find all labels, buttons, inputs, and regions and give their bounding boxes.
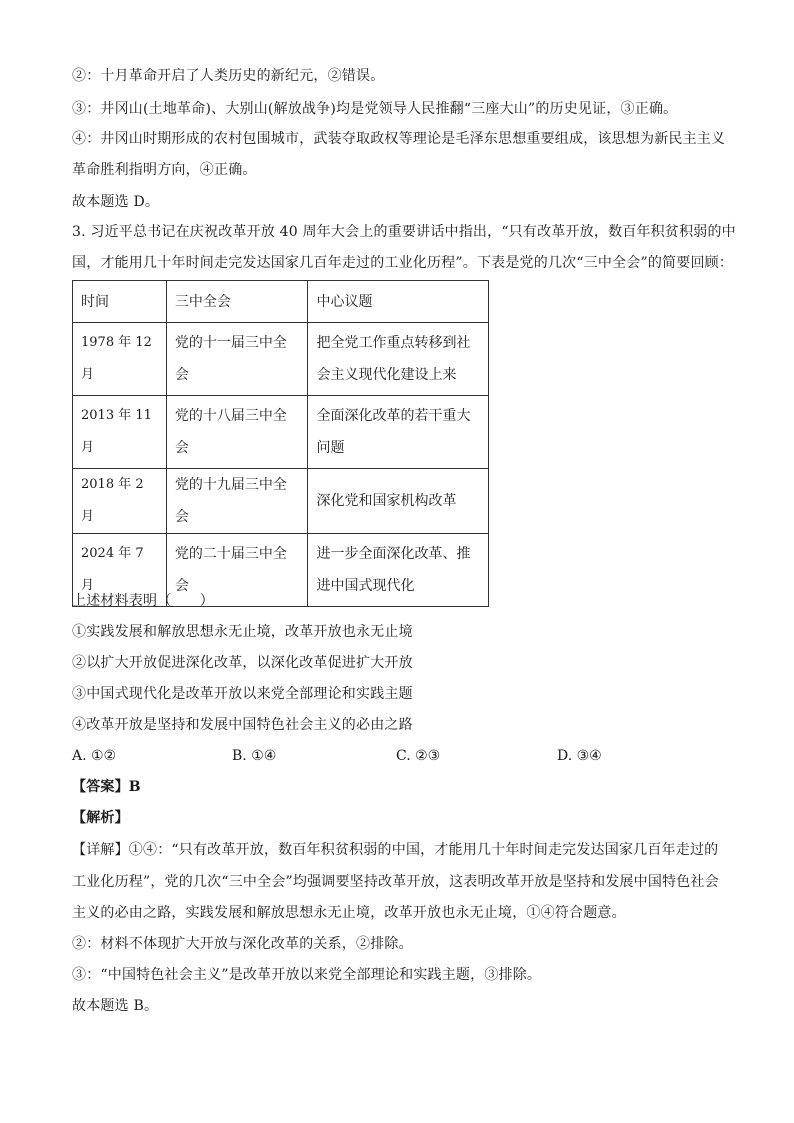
table-cell-topic: 全面深化改革的若干重大问题 xyxy=(308,396,489,469)
table-cell-topic: 深化党和国家机构改革 xyxy=(308,469,489,534)
analysis-line: ③：井冈山(土地革命)、大别山(解放战争)均是党领导人民推翻“三座大山”的历史见证，③正确。 xyxy=(72,101,678,117)
table-cell-session: 党的二十届三中全会 xyxy=(166,534,308,607)
statement-item: ②以扩大开放促进深化改革，以深化改革促进扩大开放 xyxy=(72,655,413,671)
table-header-row xyxy=(73,281,489,323)
table-cell-date: 1978 年 12 月 xyxy=(73,323,167,396)
table-cell-date: 2013 年 11 月 xyxy=(73,396,167,469)
analysis-line: ②：十月革命开启了人类历史的新纪元，②错误。 xyxy=(72,68,385,84)
statement-item: ④改革开放是坚持和发展中国特色社会主义的必由之路 xyxy=(72,717,413,733)
table-header-cell: 中心议题 xyxy=(308,281,489,323)
option-a: A. ①② xyxy=(72,748,117,764)
analysis-line: 工业化历程”，党的几次“三中全会”均强调要坚持改革开放，这表明改革开放是坚持和发展中国特色社会 xyxy=(72,874,719,890)
table-row xyxy=(73,323,489,396)
analysis-line: 【详解】①④：“只有改革开放，数百年积贫积弱的中国，才能用几十年时间走完发达国家几百年走过的 xyxy=(72,842,719,858)
option-d: D. ③④ xyxy=(557,748,602,764)
table-cell-date: 2024 年 7 月 xyxy=(73,534,167,607)
analysis-line: ②：材料不体现扩大开放与深化改革的关系，②排除。 xyxy=(72,936,413,952)
analysis-line: 革命胜利指明方向，④正确。 xyxy=(72,162,257,178)
question-line: 3. 习近平总书记在庆祝改革开放 40 周年大会上的重要讲话中指出，“只有改革开放，数百年积贫积弱的中 xyxy=(72,224,736,240)
table-header-cell: 时间 xyxy=(73,281,167,323)
table-header-cell: 三中全会 xyxy=(166,281,308,323)
option-c: C. ②③ xyxy=(396,748,441,764)
conclusion-line: 故本题选 B。 xyxy=(72,998,159,1014)
table-row xyxy=(73,396,489,469)
option-b: B. ①④ xyxy=(232,748,277,764)
answer-label: 【答案】B xyxy=(72,779,141,795)
table-cell-session: 党的十八届三中全会 xyxy=(166,396,308,469)
analysis-line: 主义的必由之路，实践发展和解放思想永无止境，改革开放也永无止境，①④符合题意。 xyxy=(72,905,626,921)
question-line: 国，才能用几十年时间走完发达国家几百年走过的工业化历程”。下表是党的几次“三中全会”的简要回顾： xyxy=(72,255,734,271)
plenary-session-table xyxy=(72,280,489,607)
analysis-heading: 【解析】 xyxy=(72,810,129,826)
table-cell-topic: 把全党工作重点转移到社会主义现代化建设上来 xyxy=(308,323,489,396)
analysis-line: ③：“中国特色社会主义”是改革开放以来党全部理论和实践主题，③排除。 xyxy=(72,967,542,983)
analysis-line: ④：井冈山时期形成的农村包围城市，武装夺取政权等理论是毛泽东思想重要组成，该思想为新民主主义 xyxy=(72,131,726,147)
conclusion-line: 故本题选 D。 xyxy=(72,194,160,210)
table-row xyxy=(73,469,489,534)
table-cell-date: 2018 年 2 月 xyxy=(73,469,167,534)
table-cell-session: 党的十九届三中全会 xyxy=(166,469,308,534)
question-prompt: 上述材料表明（ ） xyxy=(72,593,214,609)
statement-item: ③中国式现代化是改革开放以来党全部理论和实践主题 xyxy=(72,686,413,702)
table-cell-session: 党的十一届三中全会 xyxy=(166,323,308,396)
statement-item: ①实践发展和解放思想永无止境，改革开放也永无止境 xyxy=(72,624,413,640)
table-cell-topic: 进一步全面深化改革、推进中国式现代化 xyxy=(308,534,489,607)
